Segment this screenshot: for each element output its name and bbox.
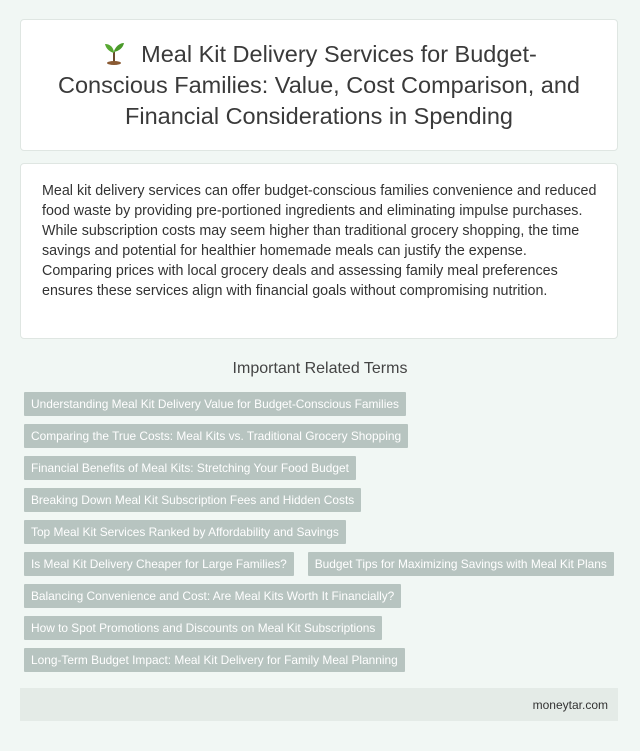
- page-title: [57, 39, 581, 132]
- related-term-tag[interactable]: Long-Term Budget Impact: Meal Kit Delivery for Family Meal Planning: [24, 648, 405, 672]
- summary-card: [20, 163, 618, 339]
- footer: [20, 688, 618, 721]
- page-title-text: Meal Kit Delivery Services for Budget-Conscious Families: Value, Cost Comparison, and Financial Considerations in Spending: [57, 40, 580, 129]
- related-term-tag[interactable]: Comparing the True Costs: Meal Kits vs. Traditional Grocery Shopping: [24, 424, 408, 448]
- sprout-icon: [101, 39, 127, 65]
- related-term-tag[interactable]: Top Meal Kit Services Ranked by Affordability and Savings: [24, 520, 346, 544]
- footer-site-name: moneytar.com: [532, 697, 608, 712]
- related-term-tag[interactable]: How to Spot Promotions and Discounts on Meal Kit Subscriptions: [24, 616, 382, 640]
- related-term-tag[interactable]: Budget Tips for Maximizing Savings with Meal Kit Plans: [308, 552, 614, 576]
- related-term-tag[interactable]: Balancing Convenience and Cost: Are Meal Kits Worth It Financially?: [24, 584, 401, 608]
- related-term-tag[interactable]: Breaking Down Meal Kit Subscription Fees and Hidden Costs: [24, 488, 361, 512]
- related-term-tag[interactable]: Understanding Meal Kit Delivery Value for Budget-Conscious Families: [24, 392, 406, 416]
- summary-text: Meal kit delivery services can offer budget-conscious families convenience and reduced food waste by providing pre-portioned ingredients and eliminating impulse purchases. While subscription costs may seem higher than traditional grocery shopping, the time savings and potential for healthier homemade meals can justify the expense. Comparing prices with local grocery deals and assessing family meal preferences ensures these services align with financial goals without compromising nutrition.: [42, 183, 597, 299]
- related-terms-list: [24, 392, 624, 672]
- related-term-tag[interactable]: Is Meal Kit Delivery Cheaper for Large Families?: [24, 552, 294, 576]
- related-terms-heading: Important Related Terms: [232, 360, 408, 377]
- title-card: [20, 19, 618, 151]
- related-term-tag[interactable]: Financial Benefits of Meal Kits: Stretching Your Food Budget: [24, 456, 356, 480]
